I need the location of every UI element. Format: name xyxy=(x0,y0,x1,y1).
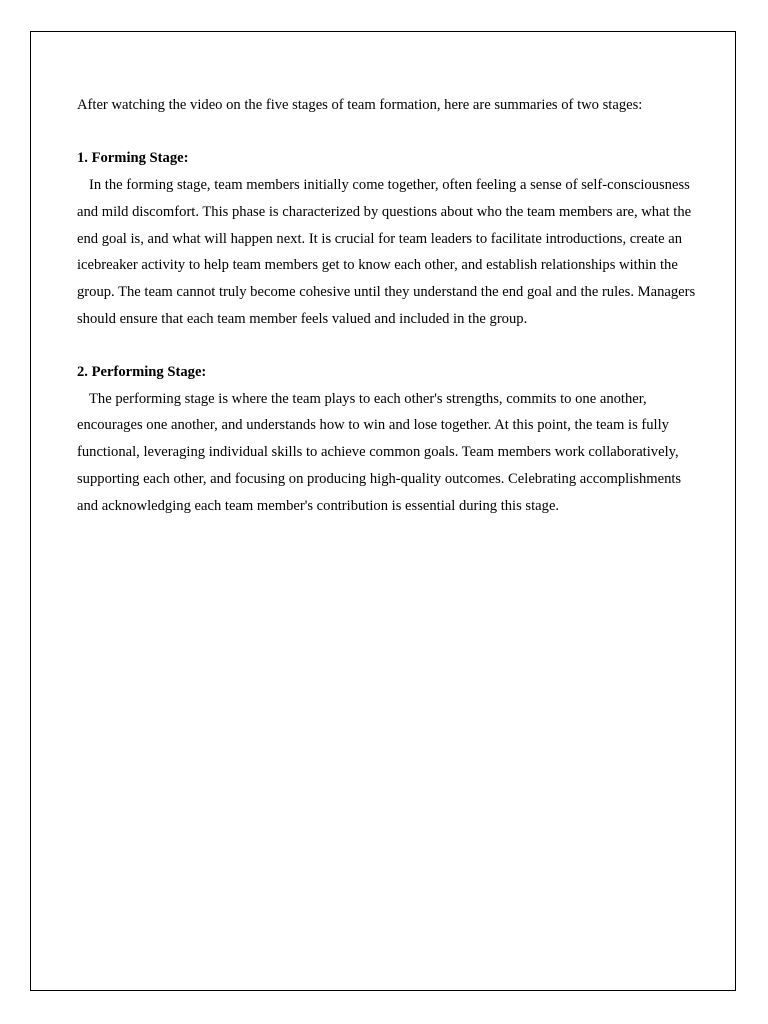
section-body: The performing stage is where the team plays to each other's strengths, commits to one another, encourages one another, and understands how to win and lose together. At this point, the team is fully functional, leveraging individual skills to achieve common goals. Team members work collaboratively, supporting each other, and focusing on producing high-quality outcomes. Celebrating accomplishments and acknowledging each team member's contribution is essential during this stage. xyxy=(77,390,682,514)
section-forming-stage xyxy=(77,145,697,332)
section-heading: 1. Forming Stage: xyxy=(77,150,189,167)
section-body: In the forming stage, team members initially come together, often feeling a sense of self-consciousness and mild discomfort. This phase is characterized by questions about who the team members are, what the end goal is, and what will happen next. It is crucial for team leaders to facilitate introductions, create an icebreaker activity to help team members get to know each other, and establish relationships within the group. The team cannot truly become cohesive until they understand the end goal and the rules. Managers should ensure that each team member feels valued and included in the group. xyxy=(77,177,696,327)
intro-paragraph: After watching the video on the five stages of team formation, here are summaries of two stages: xyxy=(77,97,643,113)
section-performing-stage xyxy=(77,359,697,519)
section-heading: 2. Performing Stage: xyxy=(77,364,207,380)
document-content xyxy=(77,92,697,546)
